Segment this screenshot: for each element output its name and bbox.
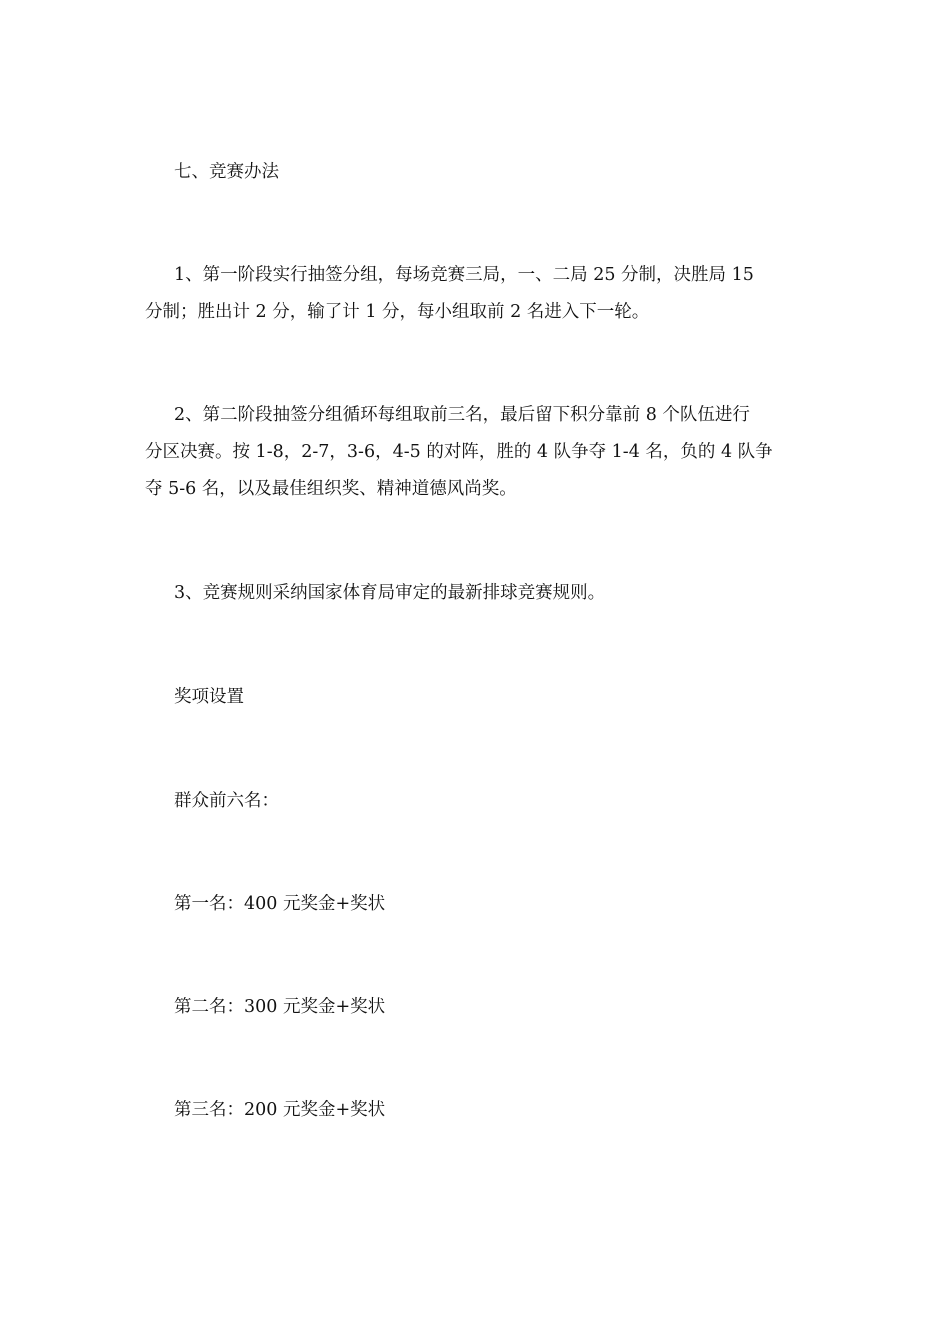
rule-1-line-1: 1、第一阶段实行抽签分组，每场竞赛三局，一、二局 25 分制，决胜局 15 bbox=[174, 265, 754, 285]
section-heading-text: 七、竞赛办法 bbox=[174, 162, 279, 182]
rule-3-paragraph bbox=[145, 575, 810, 612]
awards-subheading bbox=[145, 783, 810, 820]
rule-2-line-3: 夺 5-6 名，以及最佳组织奖、精神道德风尚奖。 bbox=[145, 479, 517, 499]
rule-2-line-1: 2、第二阶段抽签分组循环每组取前三名，最后留下积分靠前 8 个队伍进行 bbox=[174, 405, 750, 425]
rule-1-paragraph bbox=[145, 257, 810, 331]
rule-2-line-2: 分区决赛。按 1-8，2-7，3-6，4-5 的对阵，胜的 4 队争夺 1-4 名，负的 4 队争 bbox=[145, 442, 773, 462]
award-item-first-text: 第一名：400 元奖金+奖状 bbox=[174, 894, 386, 914]
award-item-third bbox=[145, 1092, 810, 1129]
rule-3-text: 3、竞赛规则采纳国家体育局审定的最新排球竞赛规则。 bbox=[174, 583, 606, 603]
awards-subheading-text: 群众前六名： bbox=[174, 791, 279, 811]
section-heading bbox=[145, 154, 810, 191]
rule-2-paragraph bbox=[145, 397, 810, 508]
award-item-first bbox=[145, 886, 810, 923]
awards-heading-text: 奖项设置 bbox=[174, 687, 244, 707]
rule-1-line-2: 分制；胜出计 2 分，输了计 1 分，每小组取前 2 名进入下一轮。 bbox=[145, 302, 650, 322]
award-item-second-text: 第二名：300 元奖金+奖状 bbox=[174, 997, 386, 1017]
awards-heading bbox=[145, 679, 810, 716]
award-item-second bbox=[145, 989, 810, 1026]
award-item-third-text: 第三名：200 元奖金+奖状 bbox=[174, 1100, 386, 1120]
